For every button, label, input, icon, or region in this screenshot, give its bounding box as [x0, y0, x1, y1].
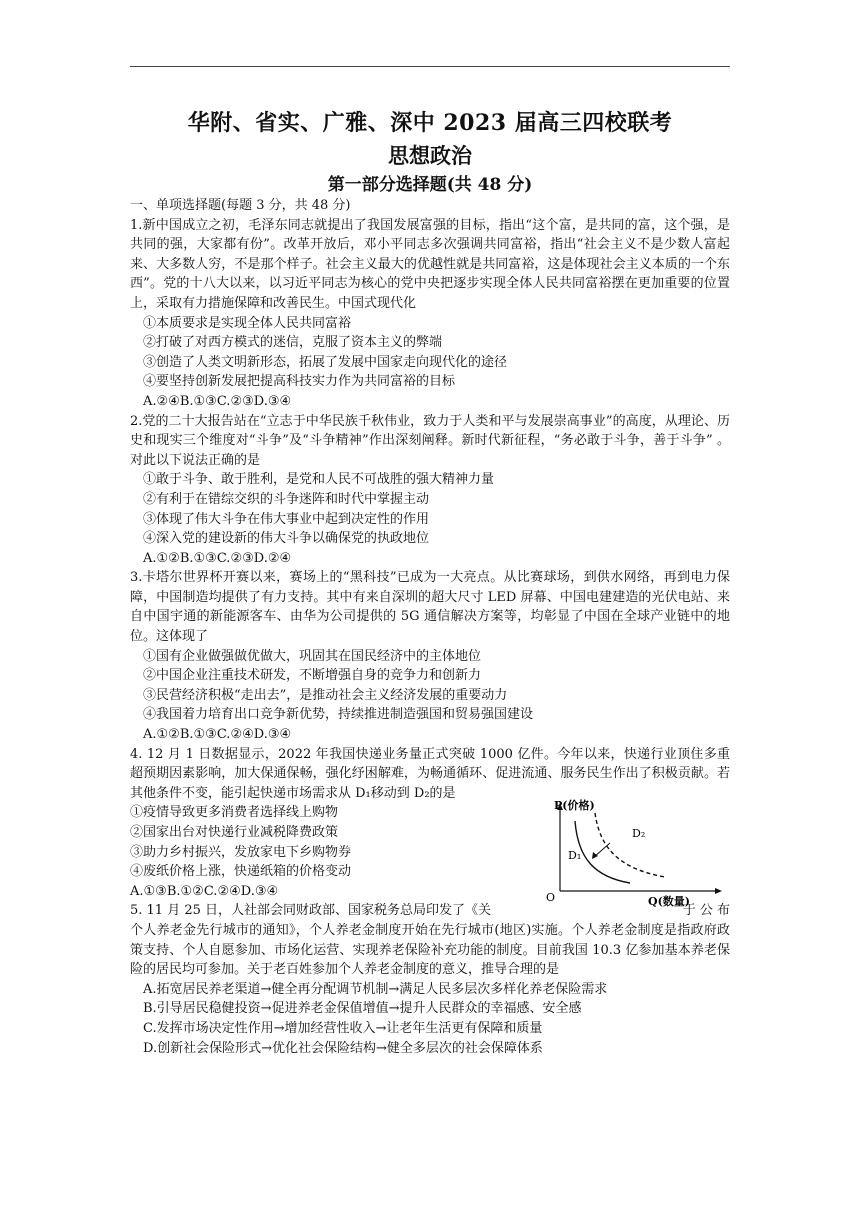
q4-item-2: ②国家出台对快递行业减税降费政策 — [130, 825, 339, 840]
q1-stem: 1.新中国成立之初，毛泽东同志就提出了我国发展富强的目标，指出“这个富，是共同的富，这个强，是共同的强，大家都有份”。改革开放后，邓小平同志多次强调共同富裕，指出“社会主义不是少数人富起来、大多数人穷，不是那个样子。社会主义最大的优越性就是共同富裕，这是体现社会主义本质的一个东西”。党的十八大以来，以习近平同志为核心的党中央把逐步实现全体人民共同富裕摆在更加重要的位置上，采取有力措施保障和改善民生。中国式现代化 — [130, 217, 730, 311]
curve-d2-label: D₂ — [632, 827, 646, 841]
q3-stem: 3.卡塔尔世界杯开赛以来，赛场上的“黑科技”已成为一大亮点。从比赛球场，到供水网络，再到电力保障，中国制造均提供了有力支持。其中有来自深圳的超大尺寸 LED 屏幕、中国电建建造的光伏电站、来自中国宇通的新能源客车、由华为公司提供的 5G 通信解决方案等，均彰显了中国在全球产业链中的地位。这体现了 — [130, 570, 730, 645]
q4-answer-choices: A.①③B.①②C.②④D.③④ — [130, 883, 279, 899]
q2-item-1: ①敢于斗争、敢于胜利，是党和人民不可战胜的强大精神力量 — [143, 472, 495, 488]
q1-item-3: ③创造了人类文明新形态，拓展了发展中国家走向现代化的途径 — [143, 354, 508, 370]
q5-option-d: D.创新社会保险形式→优化社会保险结构→健全多层次的社会保障体系 — [143, 1040, 543, 1056]
part-title: 第一部分选择题(共 48 分) — [327, 175, 533, 195]
q4-stem: 4. 12 月 1 日数据显示，2022 年我国快递业务量正式突破 1000 亿件。今年以来，快递行业顶住多重超预期因素影响，加大保通保畅，强化纾困解难，为畅通循环、促进流通、服务民生作出了积极贡献。若其他条件不变，能引起快递市场需求从 D₁移动到 D₂的是 — [130, 746, 730, 801]
q5-option-a: A.拓宽居民养老渠道→健全再分配调节机制→满足人民多层次多样化养老保险需求 — [143, 981, 608, 997]
q5-option-c: C.发挥市场决定性作用→增加经营性收入→让老年生活更有保障和质量 — [143, 1020, 543, 1036]
origin-label: O — [546, 891, 556, 905]
q2-stem: 2.党的二十大报告站在“立志于中华民族千秋伟业，致力于人类和平与发展崇高事业”的高度，从理论、历史和现实三个维度对“斗争”及“斗争精神”作出深刻阐释。新时代新征程，“务必敢于斗争，善于斗争” 。对此以下说法正确的是 — [130, 413, 730, 468]
demand-curve-graph — [540, 799, 730, 909]
q4-items — [130, 803, 520, 901]
q5-stem-first-line — [130, 901, 730, 921]
top-rule — [130, 66, 730, 67]
q5-stem-rest: 个人养老金先行城市的通知》，个人养老金制度开始在先行城市(地区)实施。个人养老金制度是指政府政策支持、个人自愿参加、市场化运营、实现养老保险补充功能的制度。目前我国 10.3 亿参加基本养老保险的居民均可参加。关于老百姓参加个人养老金制度的意义，推导合理的是 — [130, 923, 730, 978]
q3-item-2: ②中国企业注重技术研发，不断增强自身的竞争力和创新力 — [143, 668, 482, 684]
section-heading: 一、单项选择题(每题 3 分，共 48 分) — [130, 198, 351, 213]
q5-stem-start: 5. 11 月 25 日，人社部会同财政部、国家税务总局印发了《关 — [130, 903, 492, 919]
q3-item-4: ④我国着力培育出口竞争新优势，持续推进制造强国和贸易强国建设 — [143, 707, 534, 723]
q1-item-4: ④要坚持创新发展把提高科技实力作为共同富裕的目标 — [143, 374, 456, 390]
q2-item-4: ④深入党的建设新的伟大斗争以确保党的执政地位 — [143, 531, 430, 547]
demand-curve-d1 — [575, 821, 630, 883]
x-axis-label: Q(数量) — [648, 895, 690, 909]
q3-answer-choices: A.①②B.①③C.②④D.③④ — [143, 727, 292, 743]
q2-item-3: ③体现了伟大斗争在伟大事业中起到决定性的作用 — [143, 511, 430, 527]
q5-option-b: B.引导居民稳健投资→促进养老金保值增值→提升人民群众的幸福感、安全感 — [143, 1001, 582, 1017]
q4-item-3: ③助力乡村振兴，发放家电下乡购物券 — [130, 844, 352, 860]
q2-item-2: ②有利于在错综交织的斗争迷阵和时代中掌握主动 — [143, 491, 430, 507]
subject-title: 思想政治 — [388, 143, 472, 168]
shift-arrow-head — [592, 852, 598, 859]
exam-title: 华附、省实、广雅、深中 2023 届高三四校联考 — [187, 110, 673, 136]
q3-item-3: ③民营经济积极“走出去”，是推动社会主义经济发展的重要动力 — [143, 687, 508, 703]
q5-stem-tail: 于 公 布 — [682, 903, 730, 919]
q4-item-4: ④废纸价格上涨，快递纸箱的价格变动 — [130, 864, 352, 880]
demand-curve-d2 — [595, 813, 665, 877]
q1-item-1: ①本质要求是实现全体人民共同富裕 — [143, 315, 352, 331]
questions-body — [130, 196, 730, 1058]
curve-d1-label: D₁ — [568, 849, 582, 863]
q1-item-2: ②打破了对西方模式的迷信，克服了资本主义的弊端 — [143, 335, 443, 351]
y-axis-label: P(价格) — [554, 799, 595, 813]
x-axis-arrow — [715, 888, 722, 894]
q2-answer-choices: A.①②B.①③C.②③D.②④ — [143, 550, 292, 566]
q3-item-1: ①国有企业做强做优做大，巩固其在国民经济中的主体地位 — [143, 648, 482, 664]
q1-answer-choices: A.②④B.①③C.②③D.③④ — [143, 393, 292, 409]
q4-item-1: ①疫情导致更多消费者选择线上购物 — [130, 805, 339, 821]
q4-items-with-graph — [130, 799, 730, 909]
